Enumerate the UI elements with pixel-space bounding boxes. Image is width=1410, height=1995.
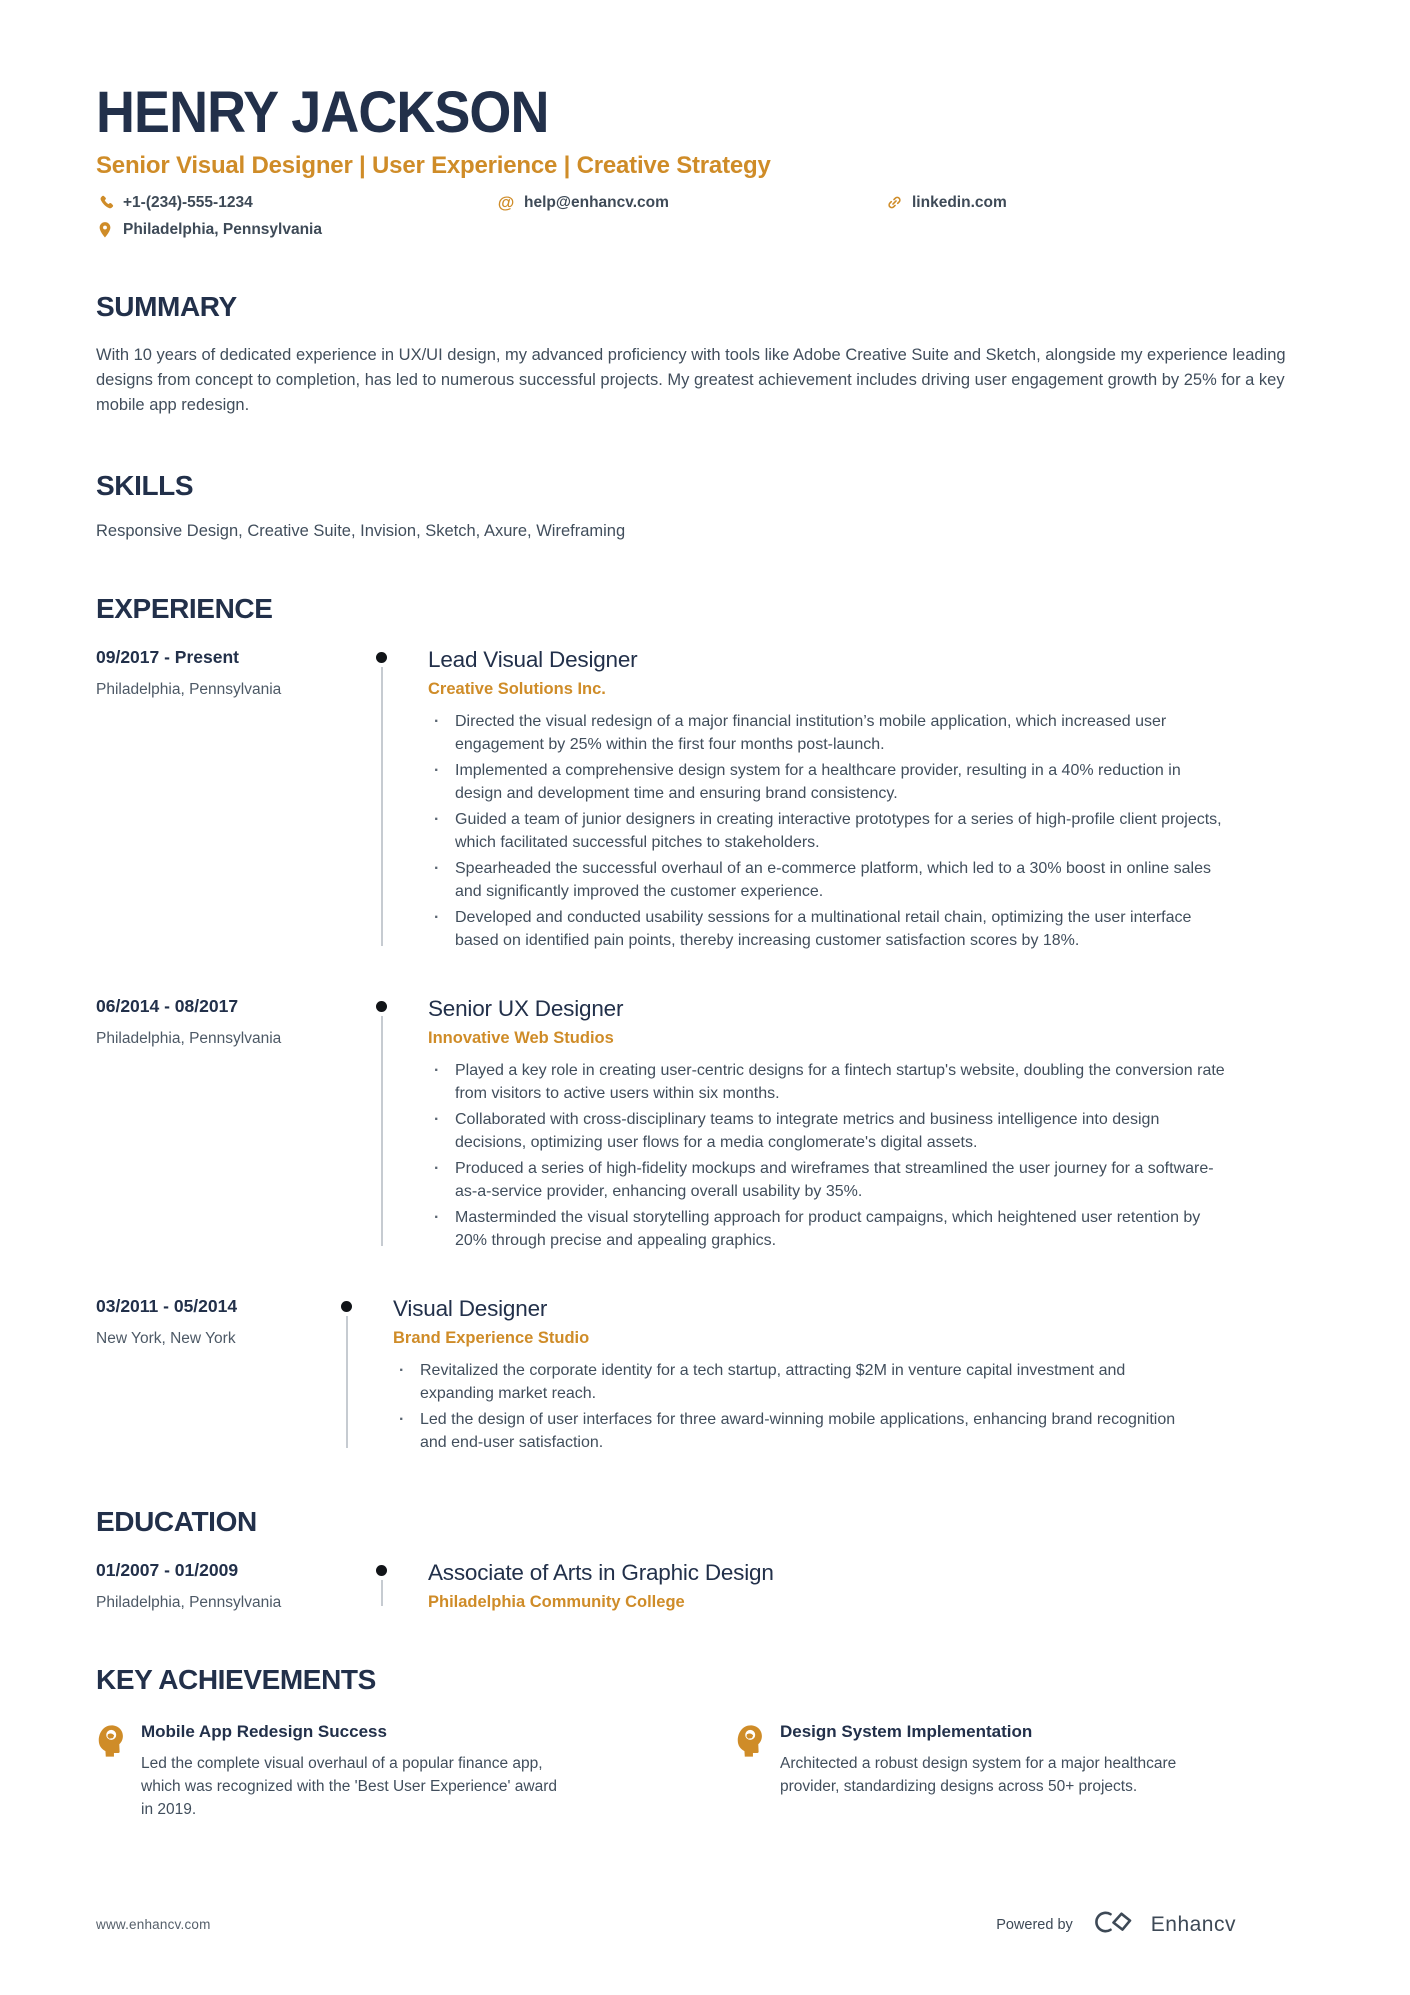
timeline-dot-icon xyxy=(376,1001,387,1012)
timeline xyxy=(358,996,428,1252)
company-name: Innovative Web Studios xyxy=(428,1028,614,1047)
email-contact xyxy=(497,194,885,212)
experience-entry xyxy=(96,1296,1314,1454)
job-title: Visual Designer xyxy=(393,1295,548,1321)
bullet: · Directed the visual redesign of a major financial institution’s mobile application, which increased user engagement by 25% within the first four months post-launch. xyxy=(428,710,1228,756)
location-contact xyxy=(96,221,1314,239)
bullet: · Played a key role in creating user-centric designs for a fintech startup's website, doubling the conversion rate from visitors to active users within six months. xyxy=(428,1059,1228,1105)
bullet: · Implemented a comprehensive design system for a healthcare provider, resulting in a 40% reduction in design and development time and ensuring brand consistency. xyxy=(428,759,1228,805)
powered-by-block xyxy=(996,1909,1236,1940)
experience-entry xyxy=(96,647,1314,952)
bullet: · Led the design of user interfaces for three award-winning mobile applications, enhancing brand recognition and end-user satisfaction. xyxy=(393,1408,1193,1454)
bullet: · Masterminded the visual storytelling approach for product campaigns, which heightened user retention by 20% through precise and appealing graphics. xyxy=(428,1206,1228,1252)
bullet: · Guided a team of junior designers in creating interactive prototypes for a series of high-profile client projects, which facilitated successful pitches to stakeholders. xyxy=(428,808,1228,854)
skills-heading: SKILLS xyxy=(96,469,194,501)
education-entry xyxy=(96,1560,1314,1612)
candidate-name: HENRY JACKSON xyxy=(96,80,549,145)
linkedin-contact xyxy=(885,194,1007,212)
education-heading: EDUCATION xyxy=(96,1505,257,1537)
summary-section xyxy=(96,291,1314,418)
contact-row xyxy=(96,194,1314,239)
timeline-line xyxy=(346,1316,348,1448)
company-name: Brand Experience Studio xyxy=(393,1328,590,1347)
achievements-section xyxy=(96,1664,1314,1821)
summary-text: With 10 years of dedicated experience in UX/UI design, my advanced proficiency with tools like Adobe Creative Suite and Sketch, alongside my experience leading designs from concept to completion, has led to numerous successful projects. My greatest achievement includes driving user engagement growth by 25% for a key mobile app redesign. xyxy=(96,345,1286,414)
experience-heading: EXPERIENCE xyxy=(96,592,273,624)
powered-by-label: Powered by xyxy=(996,1916,1073,1933)
link-icon xyxy=(885,194,903,211)
timeline xyxy=(323,1296,393,1454)
phone-icon xyxy=(96,194,114,211)
entry-dates: 06/2014 - 08/2017 xyxy=(96,995,239,1016)
bullet: · Produced a series of high-fidelity mockups and wireframes that streamlined the user journey for a software-as-a-service provider, enhancing overall usability by 35%. xyxy=(428,1157,1228,1203)
achievements-grid xyxy=(96,1722,1314,1821)
achievements-heading: KEY ACHIEVEMENTS xyxy=(96,1663,376,1695)
degree-title: Associate of Arts in Graphic Design xyxy=(428,1559,774,1585)
timeline xyxy=(358,647,428,952)
achievement-title: Design System Implementation xyxy=(780,1721,1033,1741)
experience-section xyxy=(96,593,1314,1454)
achievement-text: Architected a robust design system for a major healthcare provider, standardizing designs across 50+ projects. xyxy=(780,1754,1177,1795)
timeline xyxy=(358,1560,428,1612)
timeline-dot-icon xyxy=(376,652,387,663)
timeline-dot-icon xyxy=(341,1301,352,1312)
timeline-line xyxy=(381,1016,383,1246)
achievement-item xyxy=(96,1722,675,1821)
bullet: · Revitalized the corporate identity for a tech startup, attracting $2M in venture capital investment and expanding market reach. xyxy=(393,1359,1193,1405)
candidate-title: Senior Visual Designer | User Experience | Creative Strategy xyxy=(96,151,771,179)
education-section xyxy=(96,1506,1314,1612)
bullet: · Developed and conducted usability sessions for a multinational retail chain, optimizing the user interface based on identified pain points, thereby increasing customer satisfaction scores by 18%. xyxy=(428,906,1228,952)
job-title: Lead Visual Designer xyxy=(428,646,638,672)
school-name: Philadelphia Community College xyxy=(428,1592,685,1611)
timeline-dot-icon xyxy=(376,1565,387,1576)
achievement-text: Led the complete visual overhaul of a popular finance app, which was recognized with the 'Best User Experience' award in 2019. xyxy=(141,1754,558,1818)
page-footer xyxy=(96,1849,1314,1940)
timeline-line xyxy=(381,1580,383,1606)
achievement-item xyxy=(735,1722,1314,1821)
email-address[interactable]: help@enhancv.com xyxy=(524,193,669,211)
phone-number[interactable]: +1-(234)-555-1234 xyxy=(123,193,253,211)
linkedin-url[interactable]: linkedin.com xyxy=(912,193,1007,211)
timeline-line xyxy=(381,667,383,946)
entry-location: Philadelphia, Pennsylvania xyxy=(96,1593,282,1611)
bullet: · Spearheaded the successful overhaul of an e-commerce platform, which led to a 30% boost in online sales and significantly improved the customer experience. xyxy=(428,857,1228,903)
head-with-brain-icon xyxy=(735,1724,765,1763)
enhancv-brand-name[interactable]: Enhancv xyxy=(1150,1912,1236,1936)
location-pin-icon xyxy=(96,221,114,239)
head-with-brain-icon xyxy=(96,1724,126,1763)
bullet: · Collaborated with cross-disciplinary teams to integrate metrics and business intelligence into design decisions, optimizing user flows for a media conglomerate's digital assets. xyxy=(428,1108,1228,1154)
footer-site-url[interactable]: www.enhancv.com xyxy=(96,1917,211,1932)
skills-section xyxy=(96,470,1314,541)
entry-location: Philadelphia, Pennsylvania xyxy=(96,680,282,698)
resume-header xyxy=(96,82,1314,239)
entry-dates: 03/2011 - 05/2014 xyxy=(96,1295,238,1316)
achievement-title: Mobile App Redesign Success xyxy=(141,1721,387,1741)
at-icon: @ xyxy=(497,193,515,213)
entry-location: New York, New York xyxy=(96,1329,236,1347)
company-name: Creative Solutions Inc. xyxy=(428,679,606,698)
skills-list: Responsive Design, Creative Suite, Invision, Sketch, Axure, Wireframing xyxy=(96,521,626,540)
experience-entry xyxy=(96,996,1314,1252)
job-title: Senior UX Designer xyxy=(428,995,624,1021)
job-bullets xyxy=(393,1359,1193,1454)
entry-location: Philadelphia, Pennsylvania xyxy=(96,1029,282,1047)
entry-dates: 01/2007 - 01/2009 xyxy=(96,1559,239,1580)
enhancv-logo-icon xyxy=(1086,1909,1138,1940)
job-bullets xyxy=(428,1059,1228,1252)
entry-dates: 09/2017 - Present xyxy=(96,646,240,667)
phone-contact xyxy=(96,194,497,212)
location-text: Philadelphia, Pennsylvania xyxy=(123,220,322,238)
summary-heading: SUMMARY xyxy=(96,290,237,322)
job-bullets xyxy=(428,710,1228,952)
